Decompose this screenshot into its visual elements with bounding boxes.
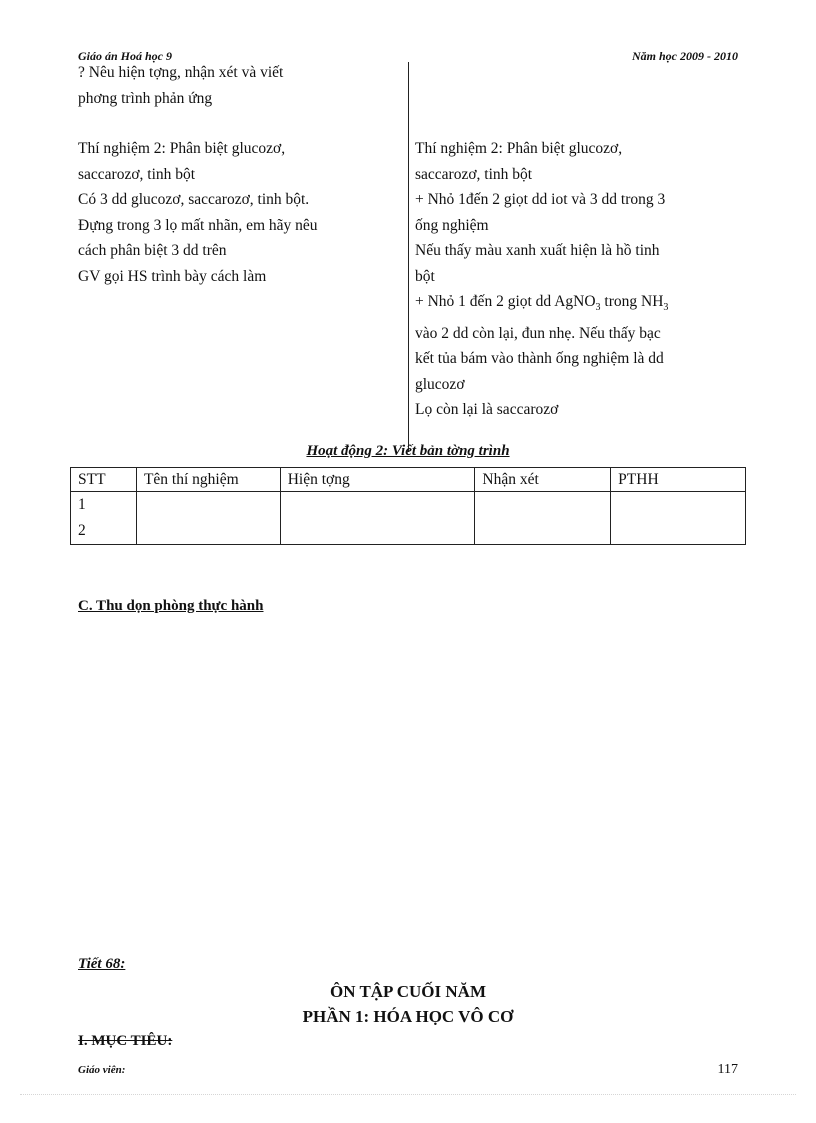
row-number: 1 — [78, 496, 86, 513]
text-line — [78, 111, 400, 136]
page-bottom-rule — [20, 1094, 796, 1095]
column-header: Nhận xét — [475, 468, 611, 492]
activity-2-title: Hoạt động 2: Viết bản tờng trình — [306, 443, 510, 459]
text-line: Lọ còn lại là saccarozơ — [415, 401, 559, 419]
text-line: phơng trình phản ứng — [78, 89, 213, 107]
report-table — [70, 467, 746, 545]
review-subtitle: PHẦN 1: HÓA HỌC VÔ CƠ — [302, 1007, 514, 1026]
footer-teacher-label: Giáo viên: — [78, 1064, 126, 1076]
text-line: cách phân biệt 3 dd trên — [78, 242, 227, 259]
column-header: Hiện tợng — [280, 468, 475, 492]
text-line: Nếu thấy màu xanh xuất hiện là hồ tinh — [415, 242, 660, 259]
experiment-name-cell — [136, 492, 280, 545]
section-c-heading: C. Thu dọn phòng thực hành — [78, 598, 264, 614]
page-number: 117 — [717, 1062, 738, 1077]
text-line: bột — [415, 267, 435, 285]
text-line: Thí nghiệm 2: Phân biệt glucozơ, — [78, 140, 286, 157]
teacher-activity-column — [78, 60, 400, 289]
stt-cell — [71, 492, 137, 545]
text-line: Có 3 dd glucozơ, saccarozơ, tinh bột. — [78, 191, 310, 208]
table-header-row — [71, 468, 746, 492]
review-title: ÔN TẬP CUỐI NĂM — [330, 982, 486, 1001]
text-line: saccarozơ, tinh bột — [78, 165, 196, 183]
column-header: PTHH — [611, 468, 746, 492]
table-row — [71, 492, 746, 545]
text-line: glucozơ — [415, 375, 465, 393]
text-line: + Nhỏ 1đến 2 giọt dd iot và 3 dd trong 3 — [415, 191, 666, 208]
equation-cell — [611, 492, 746, 545]
objectives-heading: I. MỤC TIÊU: — [78, 1033, 173, 1049]
phenomenon-cell — [280, 492, 475, 545]
lesson-number: Tiết 68: — [78, 956, 126, 972]
column-divider — [408, 62, 409, 452]
remark-cell — [475, 492, 611, 545]
header-left: Giáo án Hoá học 9 — [78, 49, 173, 63]
student-activity-column — [415, 136, 737, 423]
text-line: kết tủa bám vào thành ống nghiệm là dd — [415, 350, 664, 368]
text-line: ? Nêu hiện tợng, nhận xét và viết — [78, 64, 284, 81]
column-header: Tên thí nghiệm — [136, 468, 280, 492]
text-line: saccarozơ, tinh bột — [415, 165, 533, 183]
row-number: 2 — [78, 522, 86, 539]
text-line: Đựng trong 3 lọ mất nhãn, em hãy nêu — [78, 216, 318, 234]
formula-line: + Nhỏ 1 đến 2 giọt dd AgNO$_3$ trong $NH_3$ — [415, 293, 669, 314]
text-line: Thí nghiệm 2: Phân biệt glucozơ, — [415, 140, 623, 157]
text-line: ống nghiệm — [415, 216, 489, 234]
text-line: vào 2 dd còn lại, đun nhẹ. Nếu thấy bạc — [415, 324, 661, 342]
header-right: Năm học 2009 - 2010 — [632, 49, 738, 63]
text-line: GV gọi HS trình bày cách làm — [78, 267, 267, 285]
column-header: STT — [71, 468, 137, 492]
